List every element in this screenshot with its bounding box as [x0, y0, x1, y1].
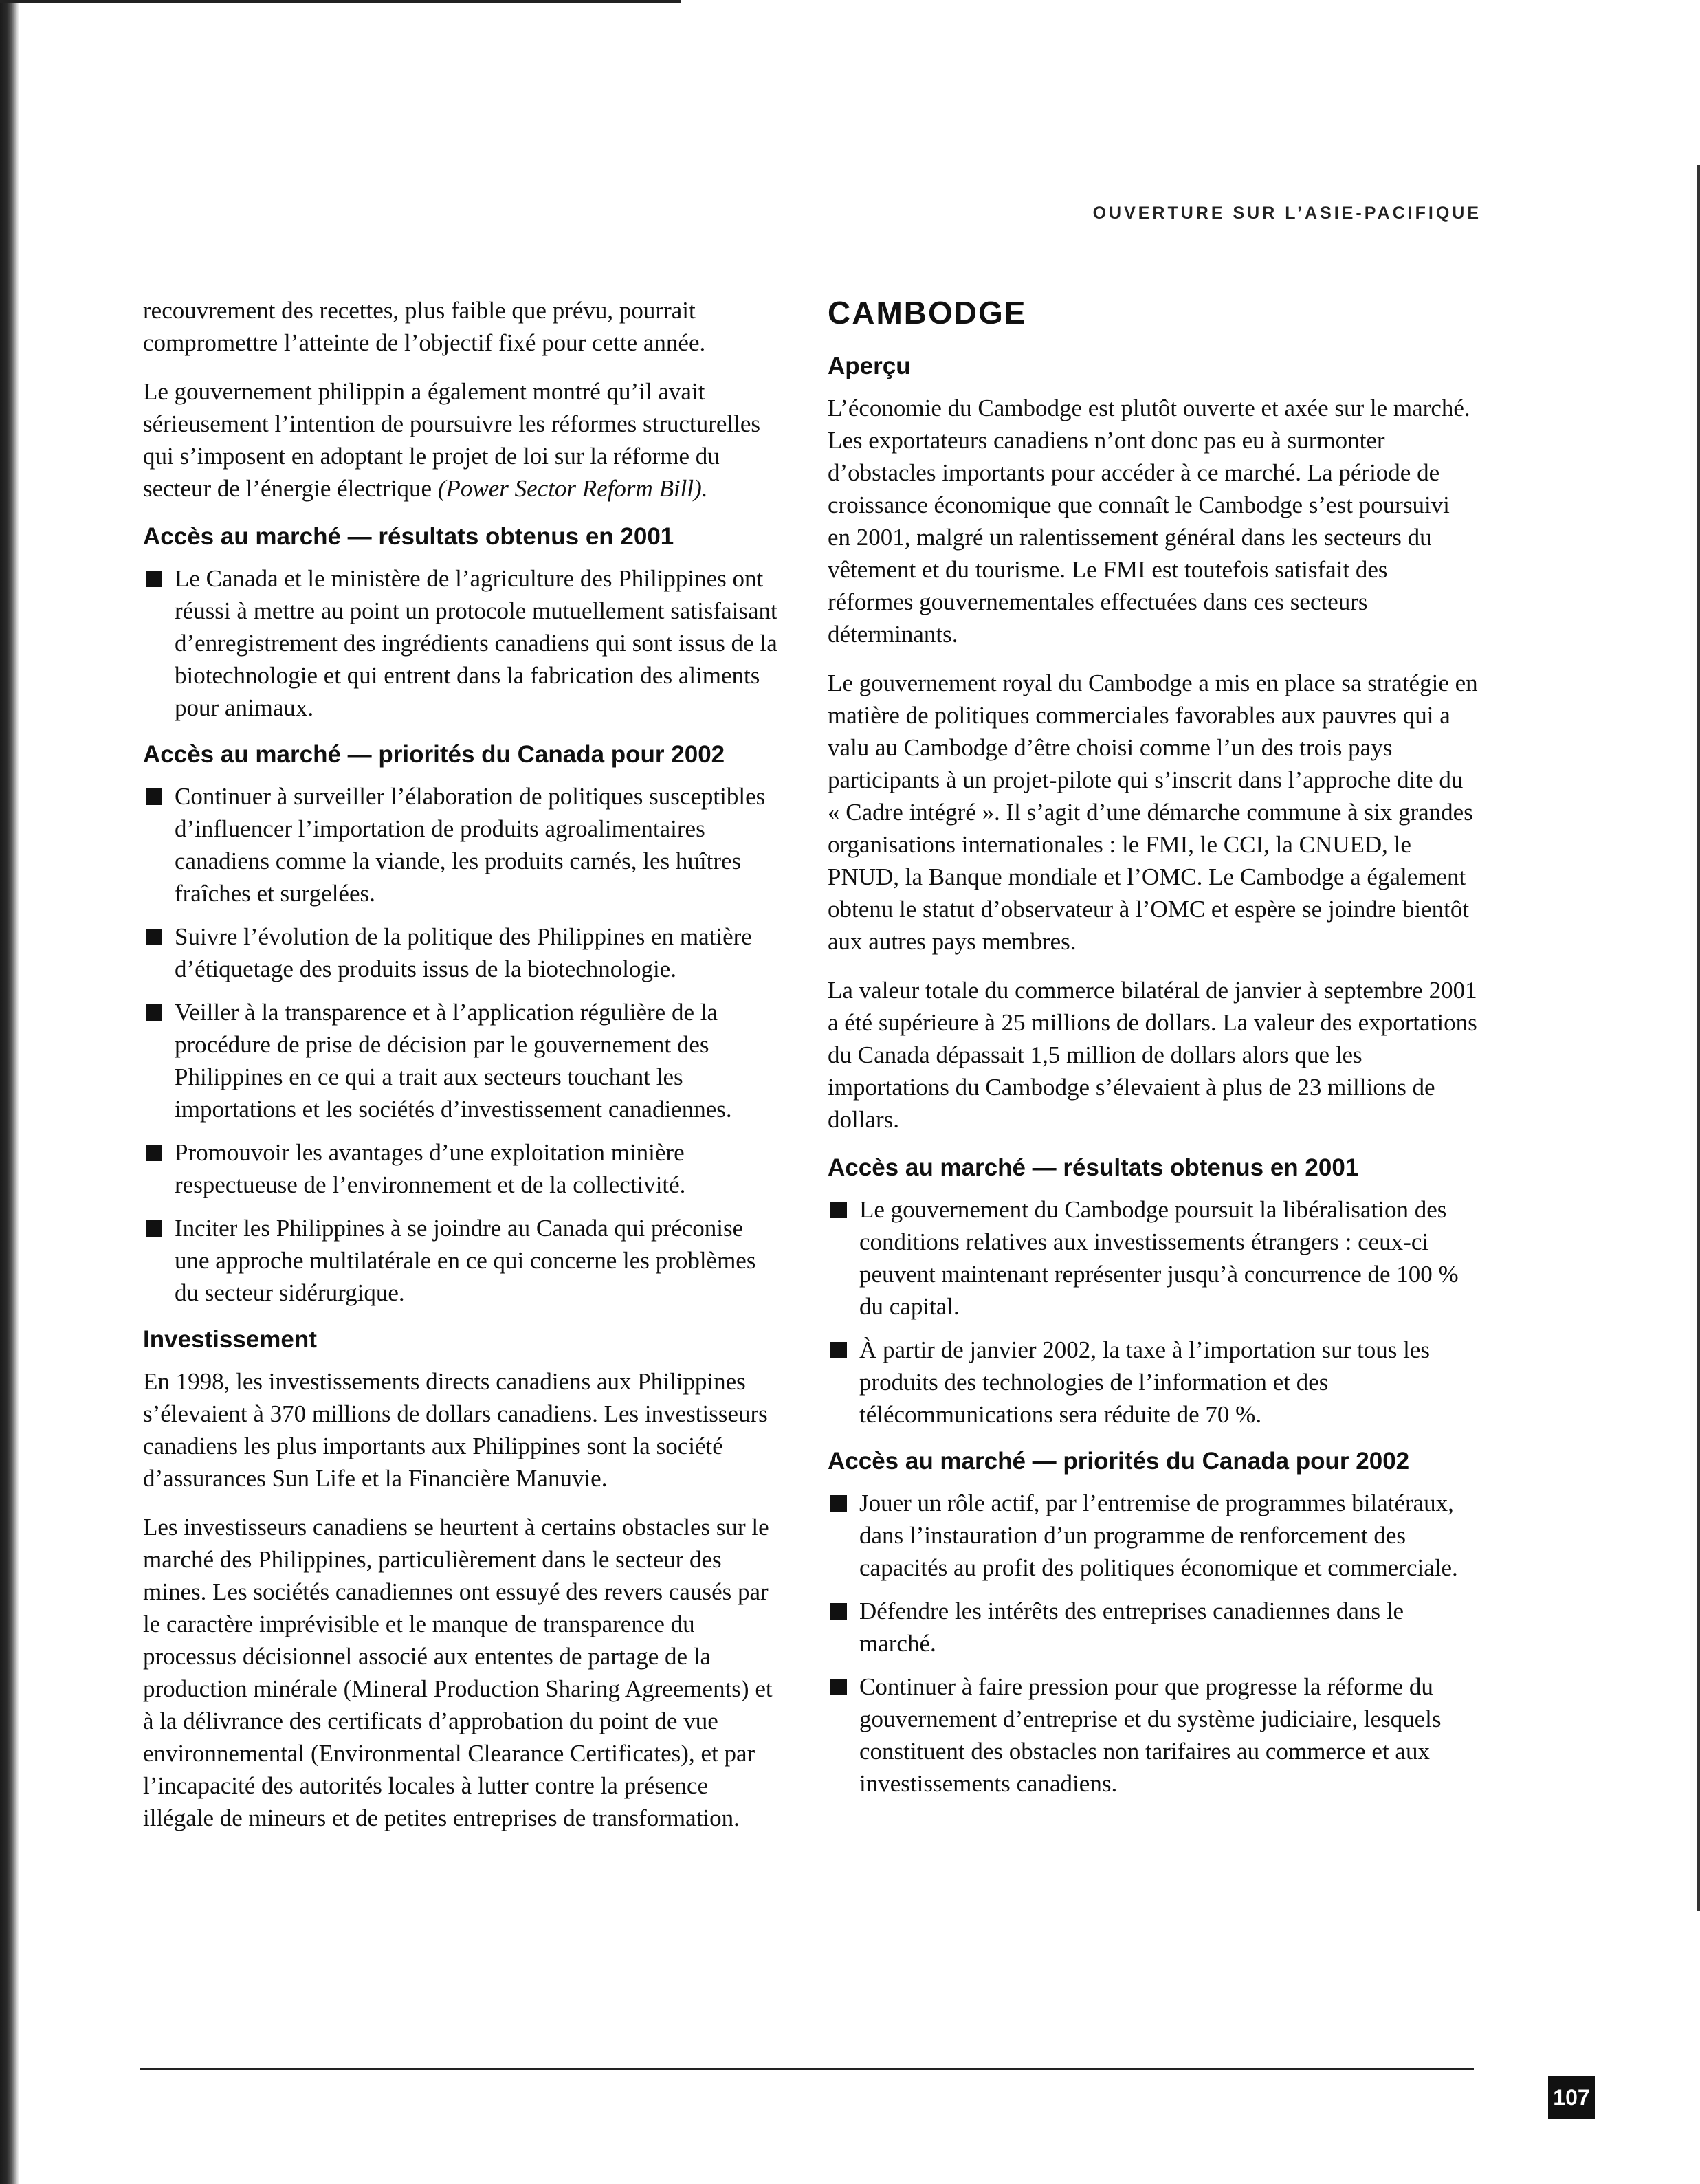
results-list — [828, 1193, 1478, 1431]
list-item — [828, 1334, 1478, 1431]
list-item-text: Inciter les Philippines à se joindre au Canada qui préconise une approche multilatérale en ce qui concerne les problèmes du secteur sidérurgique. — [175, 1215, 756, 1306]
left-column — [143, 294, 782, 1851]
scan-left-edge — [0, 0, 19, 2184]
square-bullet-icon — [146, 1220, 162, 1237]
list-item — [828, 1487, 1478, 1584]
list-item-text: Suivre l’évolution de la politique des Philippines en matière d’étiquetage des produits issus de la biotechnologie. — [175, 923, 752, 982]
square-bullet-icon — [830, 1603, 847, 1620]
page-number: 107 — [1548, 2076, 1595, 2119]
square-bullet-icon — [146, 788, 162, 805]
paragraph: recouvrement des recettes, plus faible que prévu, pourrait compromettre l’atteinte de l’objectif fixé pour cette année. — [143, 297, 706, 356]
list-item — [143, 996, 782, 1125]
scan-top-line — [0, 0, 681, 3]
section-heading-results: Accès au marché — résultats obtenus en 2001 — [828, 1154, 1359, 1181]
square-bullet-icon — [146, 1145, 162, 1161]
priorities-list — [143, 780, 782, 1309]
list-item — [828, 1193, 1478, 1323]
square-bullet-icon — [146, 1004, 162, 1021]
list-item — [143, 1136, 782, 1201]
list-item — [143, 562, 782, 724]
section-heading-overview: Aperçu — [828, 353, 911, 379]
paragraph-text: Le gouvernement philippin a également montré qu’il avait sérieusement l’intention de poursuivre les réformes structurelles qui s’imposent en adoptant le projet de loi sur la réforme du secteur de l’énergie électrique — [143, 378, 761, 502]
list-item-text: Le Canada et le ministère de l’agriculture des Philippines ont réussi à mettre au point un protocole mutuellement satisfaisant d’enregistrement des ingrédients canadiens qui sont issus de la biotechnologie et qui entrent dans la fabrication des aliments pour animaux. — [175, 565, 777, 721]
list-item-text: Veiller à la transparence et à l’application régulière de la procédure de prise de décision par le gouvernement des Philippines en ce qui a trait aux secteurs touchant les importations et les sociétés d’investissement canadiennes. — [175, 999, 732, 1123]
right-column — [828, 294, 1478, 1815]
country-title: CAMBODGE — [828, 295, 1027, 331]
list-item-text: Le gouvernement du Cambodge poursuit la libéralisation des conditions relatives aux investissements étrangers : ceux-ci peuvent maintenant représenter jusqu’à concurrence de 100 % du capital. — [859, 1196, 1459, 1320]
paragraph: Le gouvernement royal du Cambodge a mis en place sa stratégie en matière de politiques commerciales favorables aux pauvres qui a valu au Cambodge d’être choisi comme l’un des trois pays participants à un projet-pilote qui s’inscrit dans l’approche dite du « Cadre intégré ». Il s’agit d’une démarche commune à six grandes organisations internationales : le FMI, le CCI, la CNUED, le PNUD, la Banque mondiale et l’OMC. Le Cambodge a également obtenu le statut d’observateur à l’OMC et espère se joindre bientôt aux autres pays membres. — [828, 670, 1478, 955]
list-item — [143, 920, 782, 985]
footer-rule — [140, 2068, 1474, 2070]
square-bullet-icon — [146, 571, 162, 587]
paragraph: La valeur totale du commerce bilatéral de janvier à septembre 2001 a été supérieure à 25 millions de dollars. La valeur des exportations du Canada dépassait 1,5 million de dollars alors que les importations du Cambodge s’élevaient à plus de 23 millions de dollars. — [828, 977, 1477, 1133]
list-item-text: À partir de janvier 2002, la taxe à l’importation sur tous les produits des technologies de l’information et des télécommunications sera réduite de 70 %. — [859, 1336, 1431, 1428]
running-head: OUVERTURE SUR L’ASIE-PACIFIQUE — [1092, 203, 1481, 223]
list-item-text: Continuer à faire pression pour que progresse la réforme du gouvernement d’entreprise et du système judiciaire, lesquels constituent des obstacles non tarifaires au commerce et aux investissements canadiens. — [859, 1673, 1442, 1797]
scan-right-edge — [1692, 165, 1700, 1911]
priorities-list — [828, 1487, 1478, 1800]
square-bullet-icon — [830, 1679, 847, 1695]
paragraph: L’économie du Cambodge est plutôt ouverte et axée sur le marché. Les exportateurs canadiens n’ont donc pas eu à surmonter d’obstacles importants pour accéder à ce marché. La période de croissance économique que connaît le Cambodge s’est poursuivi en 2001, malgré un ralentissement général dans les secteurs du vêtement et du tourisme. Le FMI est toutefois satisfait des réformes gouvernementales effectuées dans ces secteurs déterminants. — [828, 395, 1470, 648]
list-item-text: Continuer à surveiller l’élaboration de politiques susceptibles d’influencer l’importation de produits agroalimentaires canadiens comme la viande, les produits carnés, les huîtres fraîches et surgelées. — [175, 783, 766, 907]
square-bullet-icon — [830, 1202, 847, 1218]
square-bullet-icon — [830, 1495, 847, 1512]
italic-title: (Power Sector Reform Bill). — [437, 475, 708, 502]
paragraph — [143, 375, 782, 505]
list-item-text: Jouer un rôle actif, par l’entremise de programmes bilatéraux, dans l’instauration d’un programme de renforcement des capacités au profit des politiques économique et commerciale. — [859, 1490, 1458, 1581]
square-bullet-icon — [830, 1342, 847, 1358]
square-bullet-icon — [146, 929, 162, 945]
list-item — [143, 1212, 782, 1309]
list-item-text: Promouvoir les avantages d’une exploitation minière respectueuse de l’environnement et de la collectivité. — [175, 1139, 686, 1198]
paragraph: En 1998, les investissements directs canadiens aux Philippines s’élevaient à 370 millions de dollars canadiens. Les investisseurs canadiens les plus importants aux Philippines sont la société d’assurances Sun Life et la Financière Manuvie. — [143, 1368, 768, 1492]
paragraph: Les investisseurs canadiens se heurtent à certains obstacles sur le marché des Philippines, particulièrement dans le secteur des mines. Les sociétés canadiennes ont essuyé des revers causés par le caractère imprévisible et le manque de transparence du processus décisionnel associé aux ententes de partage de la production minérale (Mineral Production Sharing Agreements) et à la délivrance des certificats d’approbation du point de vue environnemental (Environmental Clearance Certificates), et par l’incapacité des autorités locales à lutter contre la présence illégale de mineurs et de petites entreprises de transformation. — [143, 1514, 773, 1831]
list-item — [143, 780, 782, 909]
list-item — [828, 1595, 1478, 1659]
list-item-text: Défendre les intérêts des entreprises canadiennes dans le marché. — [859, 1598, 1404, 1657]
section-heading-results: Accès au marché — résultats obtenus en 2001 — [143, 523, 674, 550]
section-heading-priorities: Accès au marché — priorités du Canada pour 2002 — [828, 1448, 1410, 1475]
section-heading-investment: Investissement — [143, 1326, 317, 1353]
results-list — [143, 562, 782, 724]
section-heading-priorities: Accès au marché — priorités du Canada pour 2002 — [143, 741, 725, 768]
list-item — [828, 1670, 1478, 1800]
